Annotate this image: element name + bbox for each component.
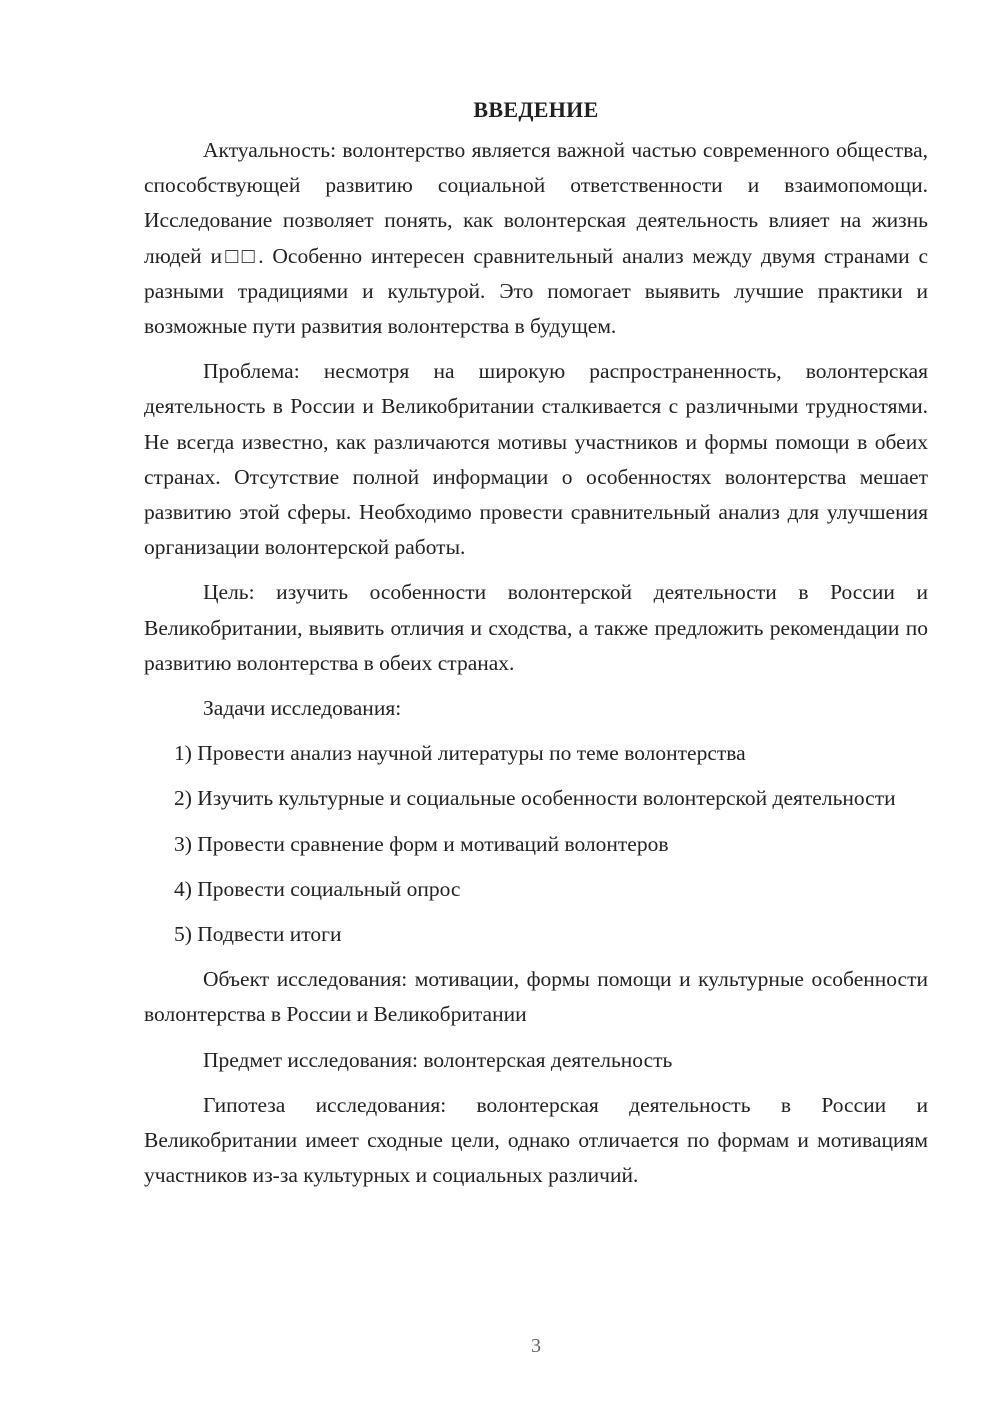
object-paragraph: Объект исследования: мотивации, формы помощи и культурные особенности волонтерства в России и Великобритании [144, 967, 928, 1027]
task-item-4: 4) Провести социальный опрос [174, 876, 461, 901]
tasks-heading: Задачи исследования: [203, 696, 402, 721]
goal-paragraph: Цель: изучить особенности волонтерской деятельности в России и Великобритании, выявить отличия и сходства, а также предложить рекомендации по развитию волонтерства в обеих странах. [144, 580, 928, 675]
hypothesis-paragraph: Гипотеза исследования: волонтерская деятельность в России и Великобритании имеет сходные цели, однако отличается по формам и мотивациям участников из-за культурных и социальных различий. [144, 1092, 928, 1188]
task-item-5: 5) Подвести итоги [174, 922, 342, 947]
task-item-2: 2) Изучить культурные и социальные особенности волонтерской деятельности [174, 786, 896, 811]
problem-paragraph: Проблема: несмотря на широкую распространенность, волонтерская деятельность в России и Великобритании сталкивается с различными трудностями. Не всегда известно, как различаются мотивы участников и формы помощи в обеих странах. Отсутствие полной информации о особенностях волонтерства мешает развитию этой сферы. Необходимо провести сравнительный анализ для улучшения организации волонтерской работы. [144, 359, 928, 560]
relevance-paragraph: Актуальность: волонтерство является важной частью современного общества, способствующей развитию социальной ответственности и взаимопомощи. Исследование позволяет понять, как волонтерская деятельность влияет на жизнь людей и□□. Особенно интересен сравнительный анализ между двумя странами с разными традициями и культурой. Это помогает выявить лучшие практики и возможные пути развития волонтерства в будущем. [144, 138, 928, 339]
subject-paragraph: Предмет исследования: волонтерская деятельность [203, 1047, 673, 1072]
task-item-3: 3) Провести сравнение форм и мотиваций волонтеров [174, 831, 669, 856]
page-number: 3 [531, 1335, 541, 1357]
page-title: ВВЕДЕНИЕ [473, 97, 599, 122]
task-item-1: 1) Провести анализ научной литературы по теме волонтерства [174, 741, 746, 766]
page-content [144, 92, 928, 1203]
